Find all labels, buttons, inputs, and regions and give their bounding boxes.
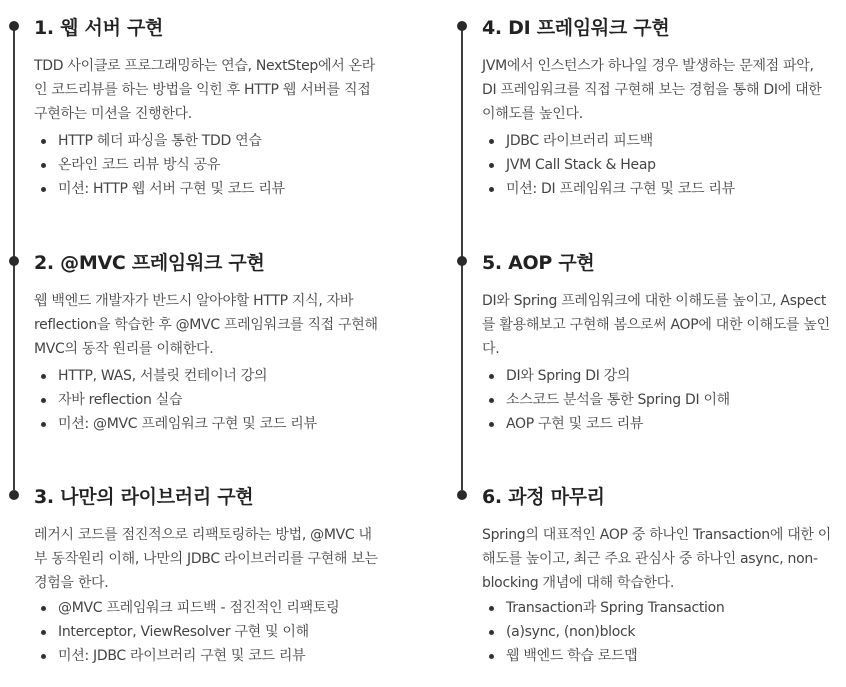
list-item: JDBC 라이브러리 피드백 [482, 129, 735, 153]
list-item: 온라인 코드 리뷰 방식 공유 [34, 153, 285, 177]
list-item: 미션: HTTP 웹 서버 구현 및 코드 리뷰 [34, 177, 285, 201]
timeline-dot [9, 21, 19, 31]
list-item: 미션: JDBC 라이브러리 구현 및 코드 리뷰 [34, 644, 339, 668]
bullet-list [34, 364, 317, 436]
section-description: TDD 사이클로 프로그래밍하는 연습, NextStep에서 온라인 코드리뷰를 하는 방법을 익힌 후 HTTP 웹 서버를 직접 구현하는 미션을 진행한다. [34, 58, 376, 122]
section-title: 4. DI 프레임워크 구현 [482, 17, 670, 39]
section-title: 1. 웹 서버 구현 [34, 17, 164, 39]
list-item: DI와 Spring DI 강의 [482, 364, 730, 388]
list-item: (a)sync, (non)block [482, 620, 724, 644]
list-item: @MVC 프레임워크 피드백 - 점진적인 리팩토링 [34, 596, 339, 620]
section-description: 레거시 코드를 점진적으로 리팩토링하는 방법, @MVC 내부 동작원리 이해, 나만의 JDBC 라이브러리를 구현해 보는 경험을 한다. [34, 527, 378, 591]
timeline-dot [9, 490, 19, 500]
bullet-list [482, 364, 730, 436]
timeline-dot [457, 21, 467, 31]
section-title: 3. 나만의 라이브러리 구현 [34, 486, 254, 508]
bullet-list [482, 129, 735, 201]
bullet-list [482, 596, 724, 668]
list-item: AOP 구현 및 코드 리뷰 [482, 412, 730, 436]
list-item: 소스코드 분석을 통한 Spring DI 이해 [482, 388, 730, 412]
list-item: 웹 백엔드 학습 로드맵 [482, 644, 724, 668]
list-item: JVM Call Stack & Heap [482, 153, 735, 177]
list-item: 자바 reflection 실습 [34, 388, 317, 412]
section-title: 6. 과정 마무리 [482, 486, 605, 508]
timeline-dot [457, 256, 467, 266]
section-description: Spring의 대표적인 AOP 중 하나인 Transaction에 대한 이해도를 높이고, 최근 주요 관심사 중 하나인 async, non-blocking 개념에 대해 학습한다. [482, 527, 832, 591]
section-title: 5. AOP 구현 [482, 252, 595, 274]
list-item: 미션: DI 프레임워크 구현 및 코드 리뷰 [482, 177, 735, 201]
bullet-list [34, 596, 339, 668]
bullet-list [34, 129, 285, 201]
timeline-dot [457, 490, 467, 500]
section-title: 2. @MVC 프레임워크 구현 [34, 252, 265, 274]
list-item: Interceptor, ViewResolver 구현 및 이해 [34, 620, 339, 644]
list-item: Transaction과 Spring Transaction [482, 596, 724, 620]
section-description: 웹 백엔드 개발자가 반드시 알아야할 HTTP 지식, 자바 reflection을 학습한 후 @MVC 프레임워크를 직접 구현해 MVC의 동작 원리를 이해한다. [34, 293, 378, 357]
section-description: DI와 Spring 프레임워크에 대한 이해도를 높이고, Aspect를 활용해보고 구현해 봄으로써 AOP에 대한 이해도를 높인다. [482, 293, 830, 357]
timeline-dot [9, 256, 19, 266]
list-item: HTTP 헤더 파싱을 통한 TDD 연습 [34, 129, 285, 153]
list-item: HTTP, WAS, 서블릿 컨테이너 강의 [34, 364, 317, 388]
list-item: 미션: @MVC 프레임워크 구현 및 코드 리뷰 [34, 412, 317, 436]
section-description: JVM에서 인스턴스가 하나일 경우 발생하는 문제점 파악, DI 프레임워크를 직접 구현해 보는 경험을 통해 DI에 대한 이해도를 높인다. [482, 58, 822, 122]
